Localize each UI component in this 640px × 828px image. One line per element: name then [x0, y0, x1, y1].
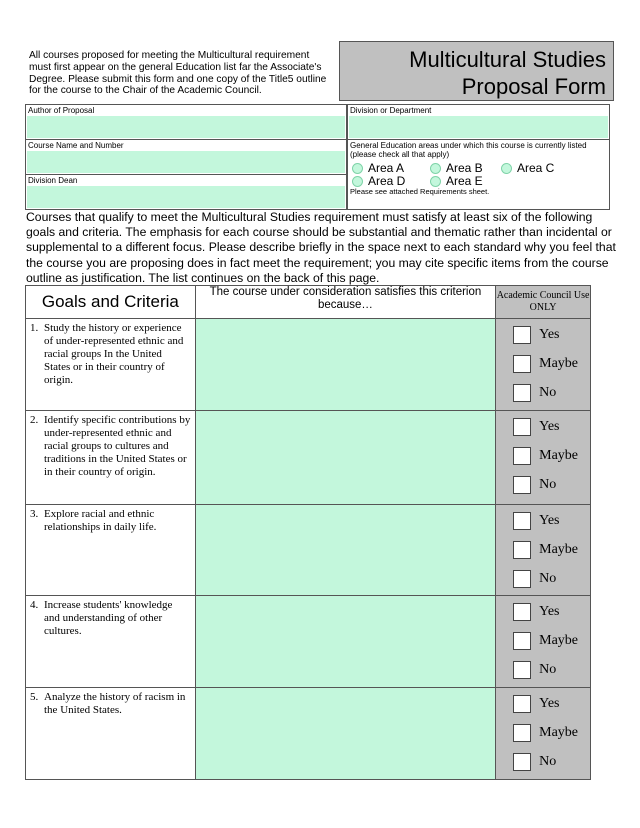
table-row — [26, 688, 591, 780]
instructions-paragraph: Courses that qualify to meet the Multicultural Studies requirement must satisfy at least six of the following goals and criteria. The emphasis for each course should be substantial and thematic rather than incidental or supplemental to a different focus. Please describe briefly in the space next to each standard why you feel that the course you are proposing does in fact meet the requirement; you may cite specific items from the course outline as justification. The list continues on the back of this page. — [26, 210, 616, 285]
goal-number: 4. — [30, 599, 39, 611]
table-row — [26, 319, 591, 411]
table-header — [26, 286, 591, 319]
goal-criterion — [26, 411, 196, 505]
council-options — [496, 319, 591, 411]
area-e-option[interactable] — [430, 175, 483, 187]
option-label: No — [539, 477, 557, 492]
checkbox-icon[interactable] — [513, 695, 531, 713]
radio-icon[interactable] — [430, 163, 441, 174]
option-label: Yes — [539, 604, 560, 619]
checkbox-icon[interactable] — [513, 512, 531, 530]
council-option-no[interactable] — [513, 570, 556, 588]
intro-line: for the course to the Chair of the Academic Council. — [29, 85, 262, 97]
council-options — [496, 688, 591, 780]
author-box — [25, 104, 347, 140]
division-label: Division or Department — [350, 106, 432, 115]
council-options — [496, 411, 591, 505]
ge-label: General Education areas under which this course is currently listed (please check all that apply) — [350, 141, 587, 159]
area-b-option[interactable] — [430, 162, 483, 174]
option-label: Yes — [539, 419, 560, 434]
checkbox-icon[interactable] — [513, 753, 531, 771]
intro-line: Degree. Please submit this form and one copy of the Title5 outline — [29, 73, 327, 85]
option-label: Yes — [539, 327, 560, 342]
checkbox-icon[interactable] — [513, 384, 531, 402]
council-header: Academic Council Use ONLY — [496, 286, 591, 319]
intro-line: All courses proposed for meeting the Multicultural requirement — [29, 50, 310, 61]
council-option-no[interactable] — [513, 384, 556, 402]
goal-criterion — [26, 596, 196, 688]
table-row — [26, 411, 591, 505]
area-d-label: Area D — [368, 174, 406, 188]
author-label: Author of Proposal — [28, 106, 95, 115]
goal-criterion — [26, 505, 196, 596]
option-label: Yes — [539, 513, 560, 528]
goal-criterion — [26, 688, 196, 780]
radio-icon[interactable] — [352, 163, 363, 174]
council-option-maybe[interactable] — [513, 355, 578, 373]
ge-box — [347, 139, 610, 210]
council-option-yes[interactable] — [513, 326, 559, 344]
checkbox-icon[interactable] — [513, 476, 531, 494]
course-field[interactable] — [27, 151, 345, 173]
response-header: The course under consideration satisfies this criterion because… — [195, 286, 495, 319]
area-a-label: Area A — [368, 161, 405, 175]
course-box — [25, 139, 347, 175]
council-option-no[interactable] — [513, 476, 556, 494]
goal-number: 5. — [30, 691, 39, 703]
course-label: Course Name and Number — [28, 141, 124, 150]
goals-header: Goals and Criteria — [26, 286, 196, 319]
response-field[interactable] — [195, 319, 495, 411]
option-label: Maybe — [539, 356, 579, 371]
checkbox-icon[interactable] — [513, 355, 531, 373]
council-option-maybe[interactable] — [513, 632, 578, 650]
criteria-table — [25, 285, 591, 780]
council-option-no[interactable] — [513, 661, 556, 679]
checkbox-icon[interactable] — [513, 632, 531, 650]
option-label: No — [539, 662, 557, 677]
council-option-maybe[interactable] — [513, 724, 578, 742]
goal-text: Analyze the history of racism in the United States. — [44, 691, 186, 716]
option-label: Maybe — [539, 633, 579, 648]
goal-number: 3. — [30, 508, 39, 520]
goal-text: Increase students' knowledge and understanding of other cultures. — [44, 599, 173, 637]
area-a-option[interactable] — [352, 162, 404, 174]
response-field[interactable] — [195, 596, 495, 688]
form-title — [339, 41, 614, 101]
checkbox-icon[interactable] — [513, 570, 531, 588]
dean-field[interactable] — [27, 186, 345, 208]
area-c-option[interactable] — [501, 162, 554, 174]
response-field[interactable] — [195, 505, 495, 596]
checkbox-icon[interactable] — [513, 724, 531, 742]
goal-number: 1. — [30, 322, 39, 334]
goal-text: Explore racial and ethnic relationships in daily life. — [44, 508, 157, 533]
title-line-2: Proposal Form — [461, 74, 606, 99]
goal-criterion — [26, 319, 196, 411]
council-options — [496, 596, 591, 688]
area-b-label: Area B — [446, 161, 483, 175]
checkbox-icon[interactable] — [513, 603, 531, 621]
checkbox-icon[interactable] — [513, 447, 531, 465]
response-field[interactable] — [195, 688, 495, 780]
title-line-1: Multicultural Studies — [409, 47, 606, 72]
council-option-maybe[interactable] — [513, 541, 578, 559]
checkbox-icon[interactable] — [513, 541, 531, 559]
council-option-yes[interactable] — [513, 512, 559, 530]
radio-icon[interactable] — [352, 176, 363, 187]
checkbox-icon[interactable] — [513, 418, 531, 436]
council-option-no[interactable] — [513, 753, 556, 771]
intro-text — [29, 50, 339, 97]
council-option-yes[interactable] — [513, 695, 559, 713]
checkbox-icon[interactable] — [513, 661, 531, 679]
option-label: No — [539, 571, 557, 586]
author-field[interactable] — [27, 116, 345, 138]
radio-icon[interactable] — [501, 163, 512, 174]
table-row — [26, 505, 591, 596]
council-options — [496, 505, 591, 596]
option-label: Maybe — [539, 448, 579, 463]
requirements-note: Please see attached Requirements sheet. — [350, 187, 490, 196]
dean-box — [25, 174, 347, 210]
radio-icon[interactable] — [430, 176, 441, 187]
goal-number: 2. — [30, 414, 39, 426]
division-box — [347, 104, 610, 140]
intro-line: must first appear on the general Education list far the Associate's — [29, 61, 322, 73]
response-field[interactable] — [195, 411, 495, 505]
council-option-yes[interactable] — [513, 603, 559, 621]
option-label: Yes — [539, 696, 560, 711]
area-c-label: Area C — [517, 161, 555, 175]
council-option-maybe[interactable] — [513, 447, 578, 465]
goal-text: Identify specific contributions by under-represented ethnic and racial groups to cultures and traditions in the United States or in their country of origin. — [44, 414, 191, 478]
area-e-label: Area E — [446, 174, 483, 188]
option-label: No — [539, 754, 557, 769]
option-label: Maybe — [539, 725, 579, 740]
area-d-option[interactable] — [352, 175, 405, 187]
table-row — [26, 596, 591, 688]
division-field[interactable] — [349, 116, 608, 138]
option-label: No — [539, 385, 557, 400]
checkbox-icon[interactable] — [513, 326, 531, 344]
option-label: Maybe — [539, 542, 579, 557]
goal-text: Study the history or experience of under-represented ethnic and racial groups In the United States or in their country of origin. — [44, 322, 184, 386]
dean-label: Division Dean — [28, 176, 78, 185]
council-option-yes[interactable] — [513, 418, 559, 436]
